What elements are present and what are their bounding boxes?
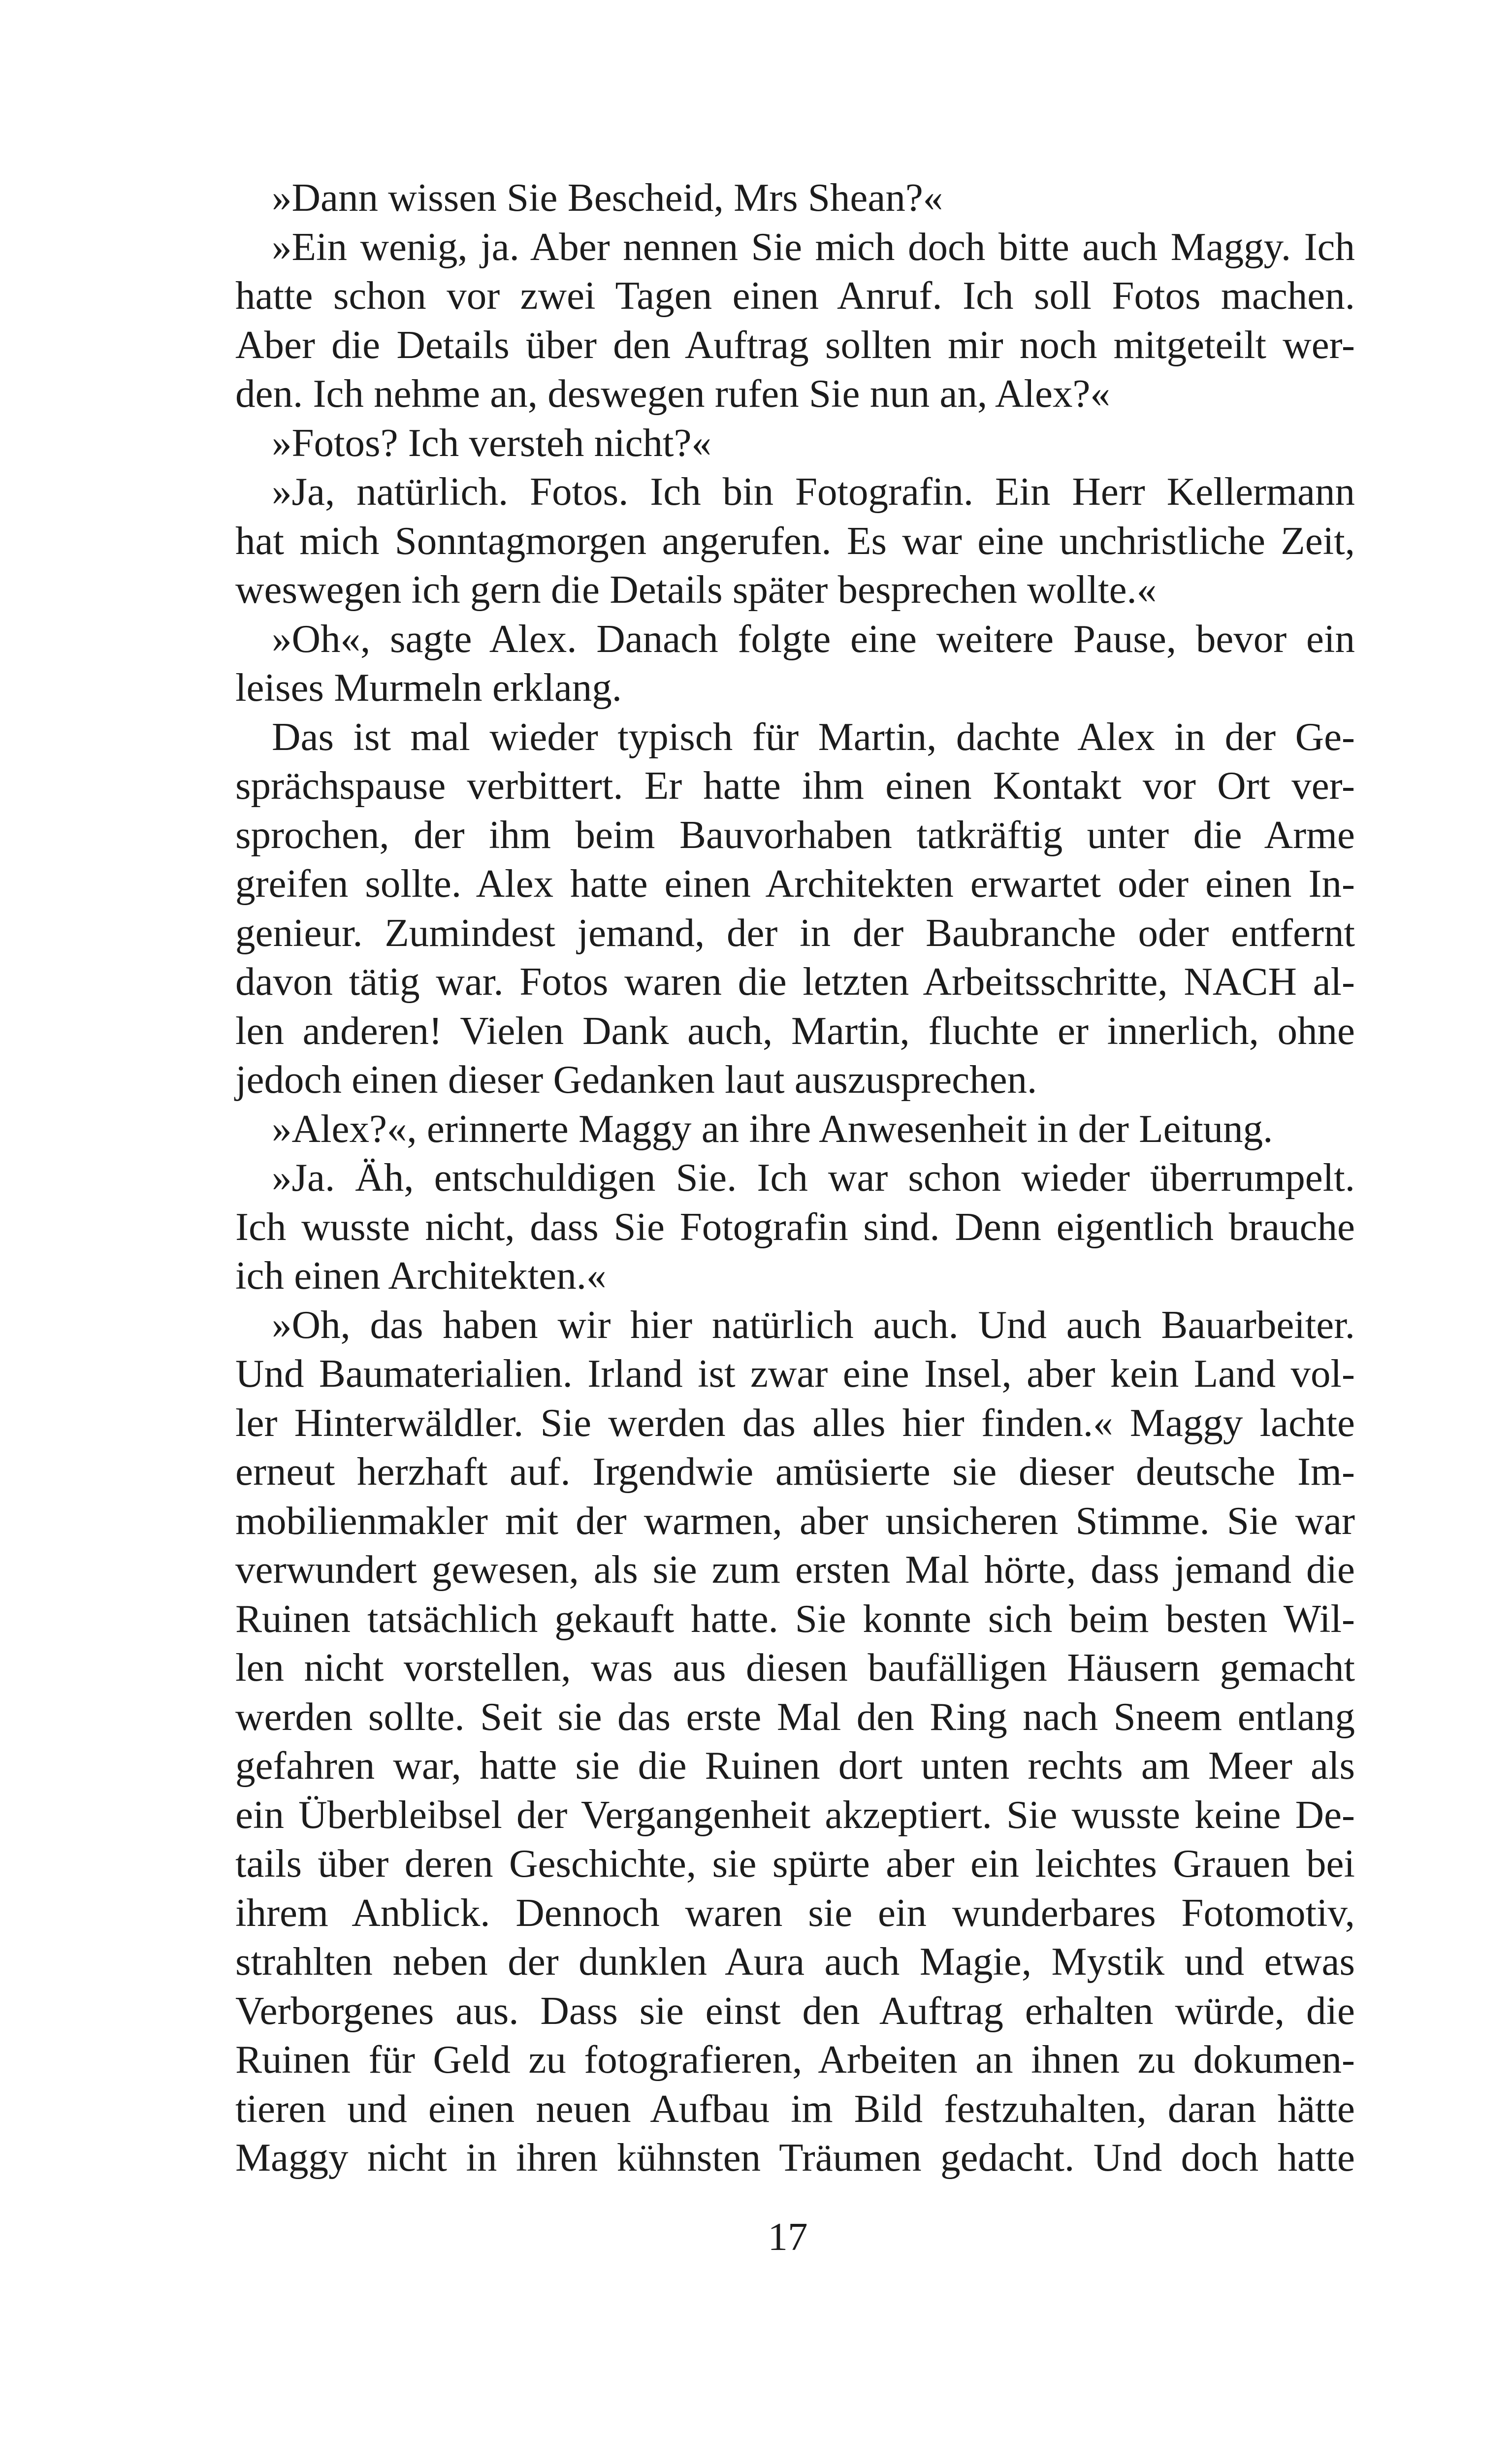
text-line: Und Baumaterialien. Irland ist zwar eine Insel, aber kein Land vol-: [235, 1351, 1355, 1396]
text-line: sprächspause verbittert. Er hatte ihm einen Kontakt vor Ort ver-: [235, 763, 1355, 808]
text-line: »Fotos? Ich versteh nicht?«: [272, 420, 712, 465]
text-line: Verborgenes aus. Dass sie einst den Auftrag erhalten würde, die: [235, 1988, 1355, 2033]
text-line: Ruinen für Geld zu fotografieren, Arbeiten an ihnen zu dokumen-: [235, 2037, 1355, 2082]
text-line: weswegen ich gern die Details später besprechen wollte.«: [235, 567, 1157, 612]
text-line: »Alex?«, erinnerte Maggy an ihre Anwesenheit in der Leitung.: [272, 1106, 1273, 1151]
text-line: Das ist mal wieder typisch für Martin, dachte Alex in der Ge-: [272, 714, 1355, 759]
text-line: mobilienmakler mit der warmen, aber unsicheren Stimme. Sie war: [235, 1498, 1355, 1543]
text-line: ler Hinterwäldler. Sie werden das alles hier finden.« Maggy lachte: [235, 1400, 1355, 1445]
text-line: Ruinen tatsächlich gekauft hatte. Sie konnte sich beim besten Wil-: [235, 1596, 1355, 1641]
text-line: verwundert gewesen, als sie zum ersten Mal hörte, dass jemand die: [235, 1547, 1355, 1592]
text-line: den. Ich nehme an, deswegen rufen Sie nun an, Alex?«: [235, 371, 1110, 416]
page-number: 17: [768, 2215, 808, 2259]
text-line: greifen sollte. Alex hatte einen Architekten erwartet oder einen In-: [235, 861, 1355, 906]
text-line: gefahren war, hatte sie die Ruinen dort unten rechts am Meer als: [235, 1743, 1355, 1788]
body-text: [235, 173, 1355, 2182]
text-line: davon tätig war. Fotos waren die letzten Arbeitsschritte, NACH al-: [235, 959, 1355, 1004]
text-line: Maggy nicht in ihren kühnsten Träumen gedacht. Und doch hatte: [235, 2135, 1355, 2180]
text-line: ihrem Anblick. Dennoch waren sie ein wunderbares Fotomotiv,: [235, 1890, 1355, 1935]
text-line: hat mich Sonntagmorgen angerufen. Es war eine unchristliche Zeit,: [235, 518, 1355, 563]
text-line: len anderen! Vielen Dank auch, Martin, fluchte er innerlich, ohne: [235, 1008, 1355, 1053]
text-line: strahlten neben der dunklen Aura auch Magie, Mystik und etwas: [235, 1939, 1355, 1984]
text-line: »Oh, das haben wir hier natürlich auch. Und auch Bauarbeiter.: [272, 1302, 1355, 1347]
text-line: erneut herzhaft auf. Irgendwie amüsierte sie dieser deutsche Im-: [235, 1449, 1355, 1494]
text-line: »Dann wissen Sie Bescheid, Mrs Shean?«: [272, 175, 943, 220]
text-line: »Ja, natürlich. Fotos. Ich bin Fotografin. Ein Herr Kellermann: [272, 469, 1355, 514]
text-line: sprochen, der ihm beim Bauvorhaben tatkräftig unter die Arme: [235, 812, 1355, 857]
text-line: jedoch einen dieser Gedanken laut auszusprechen.: [235, 1057, 1037, 1102]
text-line: »Ein wenig, ja. Aber nennen Sie mich doch bitte auch Maggy. Ich: [272, 224, 1355, 269]
text-line: ein Überbleibsel der Vergangenheit akzeptiert. Sie wusste keine De-: [235, 1792, 1355, 1837]
text-line: »Ja. Äh, entschuldigen Sie. Ich war schon wieder überrumpelt.: [272, 1155, 1355, 1200]
text-line: len nicht vorstellen, was aus diesen baufälligen Häusern gemacht: [235, 1645, 1355, 1690]
text-line: werden sollte. Seit sie das erste Mal den Ring nach Sneem entlang: [235, 1694, 1355, 1739]
text-line: hatte schon vor zwei Tagen einen Anruf. Ich soll Fotos machen.: [235, 273, 1355, 318]
text-line: ich einen Architekten.«: [235, 1253, 607, 1298]
text-line: tieren und einen neuen Aufbau im Bild festzuhalten, daran hätte: [235, 2086, 1355, 2131]
text-line: Ich wusste nicht, dass Sie Fotografin sind. Denn eigentlich brauche: [235, 1204, 1355, 1249]
text-line: genieur. Zumindest jemand, der in der Baubranche oder entfernt: [235, 910, 1355, 955]
text-line: tails über deren Geschichte, sie spürte aber ein leichtes Grauen bei: [235, 1841, 1355, 1886]
text-line: »Oh«, sagte Alex. Danach folgte eine weitere Pause, bevor ein: [272, 616, 1355, 661]
text-line: leises Murmeln erklang.: [235, 665, 622, 710]
text-line: Aber die Details über den Auftrag sollten mir noch mitgeteilt wer-: [235, 322, 1355, 367]
